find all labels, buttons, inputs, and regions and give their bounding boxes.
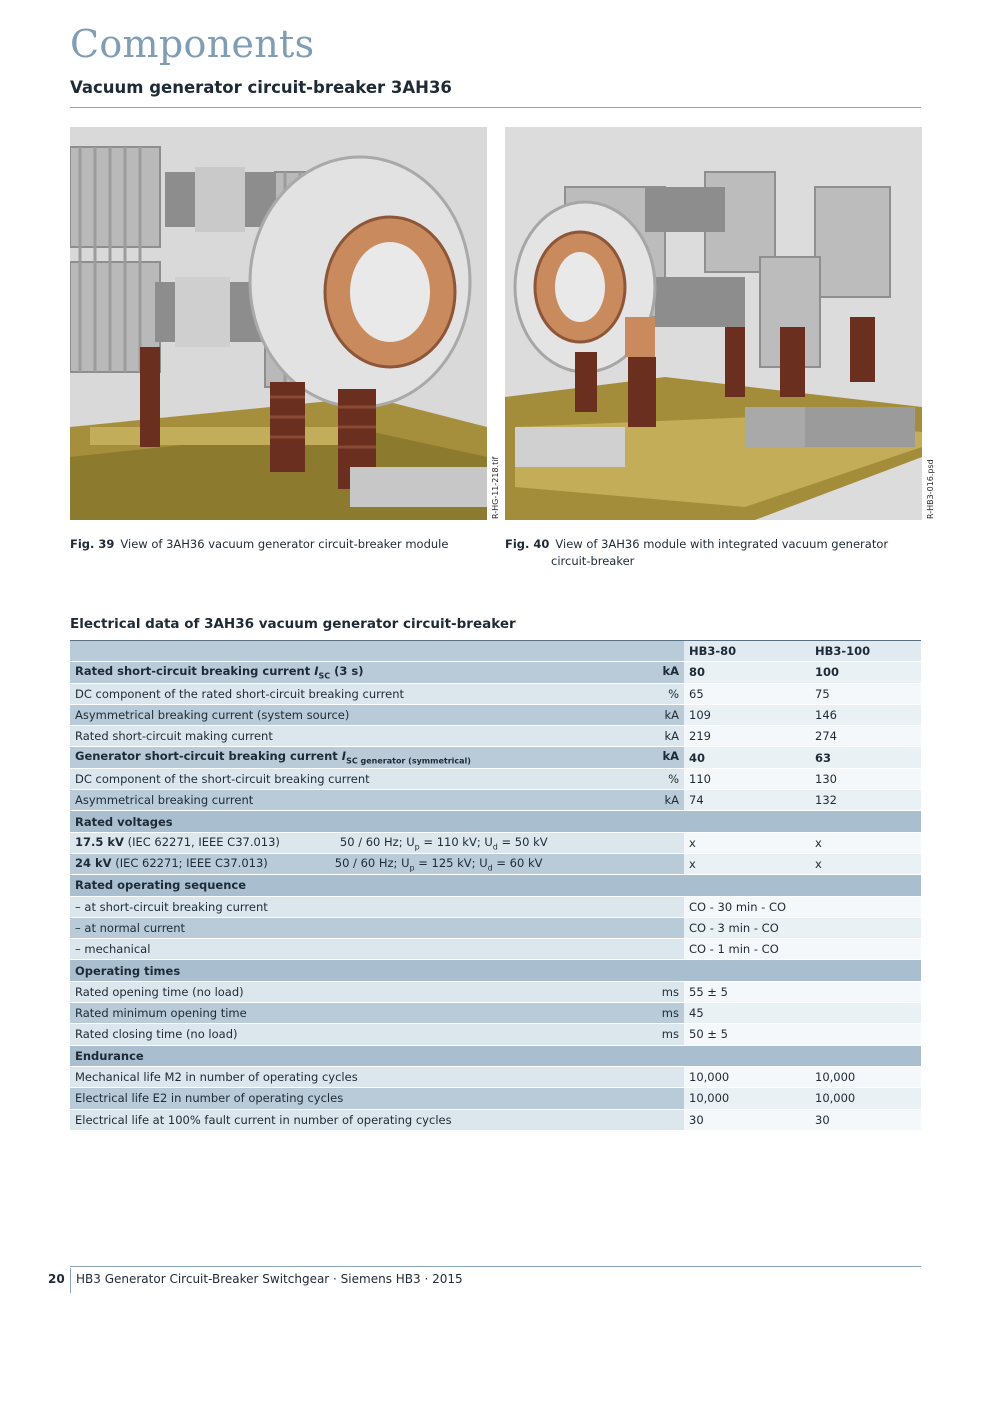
cell-value: 50 ± 5 bbox=[684, 1024, 921, 1045]
table-row bbox=[70, 683, 921, 704]
table-row bbox=[70, 1024, 921, 1045]
figure-40-text-1: View of 3AH36 module with integrated vacuum generator bbox=[555, 537, 889, 551]
cell-value: 219 bbox=[684, 726, 810, 747]
cell-value: 110 bbox=[684, 768, 810, 789]
table-row bbox=[70, 1066, 921, 1087]
table-row bbox=[70, 896, 921, 917]
page-number: 20 bbox=[48, 1272, 65, 1286]
cell-value: 55 ± 5 bbox=[684, 981, 921, 1002]
table-row bbox=[70, 768, 921, 789]
figure-40-code: R-HB3-016.psd bbox=[926, 459, 935, 519]
figure-40-text-2: circuit-breaker bbox=[551, 554, 635, 568]
table-row bbox=[70, 747, 921, 768]
table-row bbox=[70, 704, 921, 725]
row-label: Rated short-circuit making current bbox=[75, 729, 273, 744]
cell-value: 30 bbox=[684, 1109, 810, 1130]
cell-value: x bbox=[810, 853, 921, 874]
cell-value: 10,000 bbox=[810, 1066, 921, 1087]
cell-value: 80 bbox=[684, 662, 810, 683]
table-row bbox=[70, 662, 921, 683]
figure-40-photo bbox=[505, 127, 922, 520]
cell-value: 45 bbox=[684, 1003, 921, 1024]
row-label: (IEC 62271; IEEE C37.013) bbox=[111, 855, 268, 870]
cell-value: 65 bbox=[684, 683, 810, 704]
cell-value: 10,000 bbox=[684, 1066, 810, 1087]
cell-value: CO - 1 min - CO bbox=[684, 939, 921, 960]
row-unit: kA bbox=[662, 664, 679, 679]
table-row bbox=[70, 1088, 921, 1109]
row-unit: kA bbox=[664, 793, 679, 808]
row-label: DC component of the rated short-circuit breaking current bbox=[75, 686, 404, 701]
row-unit: ms bbox=[661, 1027, 679, 1042]
cell-value: 132 bbox=[810, 790, 921, 811]
cell-value: x bbox=[684, 853, 810, 874]
page-subtitle: Vacuum generator circuit-breaker 3AH36 bbox=[70, 78, 452, 97]
header-blank bbox=[70, 641, 684, 662]
table-row bbox=[70, 939, 921, 960]
row-label: Asymmetrical breaking current (system source) bbox=[75, 708, 350, 723]
cell-value: x bbox=[810, 832, 921, 853]
row-unit: % bbox=[668, 686, 679, 701]
row-label: – at normal current bbox=[70, 917, 684, 938]
footer-text: HB3 Generator Circuit-Breaker Switchgear · Siemens HB3 · 2015 bbox=[76, 1272, 463, 1286]
row-label: Rated short-circuit breaking current bbox=[75, 664, 315, 679]
table-row bbox=[70, 981, 921, 1002]
table-row bbox=[70, 1003, 921, 1024]
symbol: I bbox=[314, 664, 319, 679]
table-row bbox=[70, 917, 921, 938]
figure-39-text: View of 3AH36 vacuum generator circuit-breaker module bbox=[120, 537, 449, 551]
row-label: – at short-circuit breaking current bbox=[70, 896, 684, 917]
subscript: SC bbox=[318, 671, 331, 681]
figure-40-number: Fig. 40 bbox=[505, 537, 550, 551]
cell-value: 146 bbox=[810, 704, 921, 725]
cell-value: x bbox=[684, 832, 810, 853]
row-label: Electrical life at 100% fault current in number of operating cycles bbox=[70, 1109, 684, 1130]
row-label: Mechanical life M2 in number of operating cycles bbox=[70, 1066, 684, 1087]
row-label: (IEC 62271, IEEE C37.013) bbox=[123, 834, 280, 849]
cell-value: 109 bbox=[684, 704, 810, 725]
row-label: Electrical life E2 in number of operating cycles bbox=[70, 1088, 684, 1109]
cell-value: 10,000 bbox=[684, 1088, 810, 1109]
voltage-conditions: 50 / 60 Hz; $U_p = 125$ kV; $U_d = 60$ kV bbox=[334, 855, 543, 873]
column-hb3-80: HB3-80 bbox=[684, 641, 810, 662]
row-unit: % bbox=[668, 771, 679, 786]
cell-value: 63 bbox=[810, 747, 921, 768]
cell-value: 40 bbox=[684, 747, 810, 768]
table-title: Electrical data of 3AH36 vacuum generator circuit-breaker bbox=[70, 616, 516, 632]
row-label: Asymmetrical breaking current bbox=[75, 793, 254, 808]
table-header-row bbox=[70, 641, 921, 662]
page-title: Components bbox=[70, 22, 315, 66]
cell-value: 75 bbox=[810, 683, 921, 704]
column-hb3-100: HB3-100 bbox=[810, 641, 921, 662]
voltage-conditions: 50 / 60 Hz; $U_p = 110$ kV; $U_d = 50$ kV bbox=[339, 834, 548, 851]
electrical-data-table bbox=[70, 640, 921, 1131]
section-row bbox=[70, 875, 921, 896]
section-row bbox=[70, 811, 921, 832]
figure-39-caption bbox=[70, 536, 480, 553]
figure-40-caption bbox=[505, 536, 915, 570]
row-unit: kA bbox=[664, 708, 679, 723]
voltage-rating: 17.5 kV bbox=[75, 834, 124, 849]
row-label: Rated closing time (no load) bbox=[75, 1027, 238, 1042]
table-row bbox=[70, 832, 921, 853]
row-label: Rated opening time (no load) bbox=[75, 984, 244, 999]
row-unit: ms bbox=[661, 1006, 679, 1021]
symbol: I bbox=[341, 749, 347, 764]
row-unit: ms bbox=[661, 984, 679, 999]
cell-value: CO - 3 min - CO bbox=[684, 917, 921, 938]
figure-39-photo bbox=[70, 127, 487, 520]
cell-value: 10,000 bbox=[810, 1088, 921, 1109]
row-label: DC component of the short-circuit breaking current bbox=[75, 771, 370, 786]
row-unit: kA bbox=[664, 729, 679, 744]
section-label: Rated voltages bbox=[70, 811, 921, 832]
table-row bbox=[70, 790, 921, 811]
table-row bbox=[70, 726, 921, 747]
row-label: Rated minimum opening time bbox=[75, 1006, 247, 1021]
footer-rule bbox=[70, 1266, 921, 1267]
voltage-rating: 24 kV bbox=[75, 855, 112, 870]
table-row bbox=[70, 1109, 921, 1130]
cell-value: 74 bbox=[684, 790, 810, 811]
cell-value: 30 bbox=[810, 1109, 921, 1130]
cell-value: CO - 30 min - CO bbox=[684, 896, 921, 917]
figure-39-number: Fig. 39 bbox=[70, 537, 115, 551]
section-label: Operating times bbox=[70, 960, 921, 981]
cell-value: 130 bbox=[810, 768, 921, 789]
footer-divider bbox=[70, 1268, 71, 1293]
subscript: SC generator (symmetrical) bbox=[346, 756, 471, 766]
table-row bbox=[70, 853, 921, 874]
row-label: – mechanical bbox=[70, 939, 684, 960]
section-row bbox=[70, 1045, 921, 1066]
header-rule bbox=[70, 107, 921, 108]
row-label: Generator short-circuit breaking current bbox=[75, 749, 342, 764]
cell-value: 274 bbox=[810, 726, 921, 747]
section-row bbox=[70, 960, 921, 981]
section-label: Endurance bbox=[70, 1045, 921, 1066]
row-unit: kA bbox=[662, 749, 679, 764]
section-label: Rated operating sequence bbox=[70, 875, 921, 896]
figure-39-code: R-HG-11-218.tif bbox=[491, 456, 500, 519]
cell-value: 100 bbox=[810, 662, 921, 683]
row-label-suffix: (3 s) bbox=[330, 664, 364, 679]
